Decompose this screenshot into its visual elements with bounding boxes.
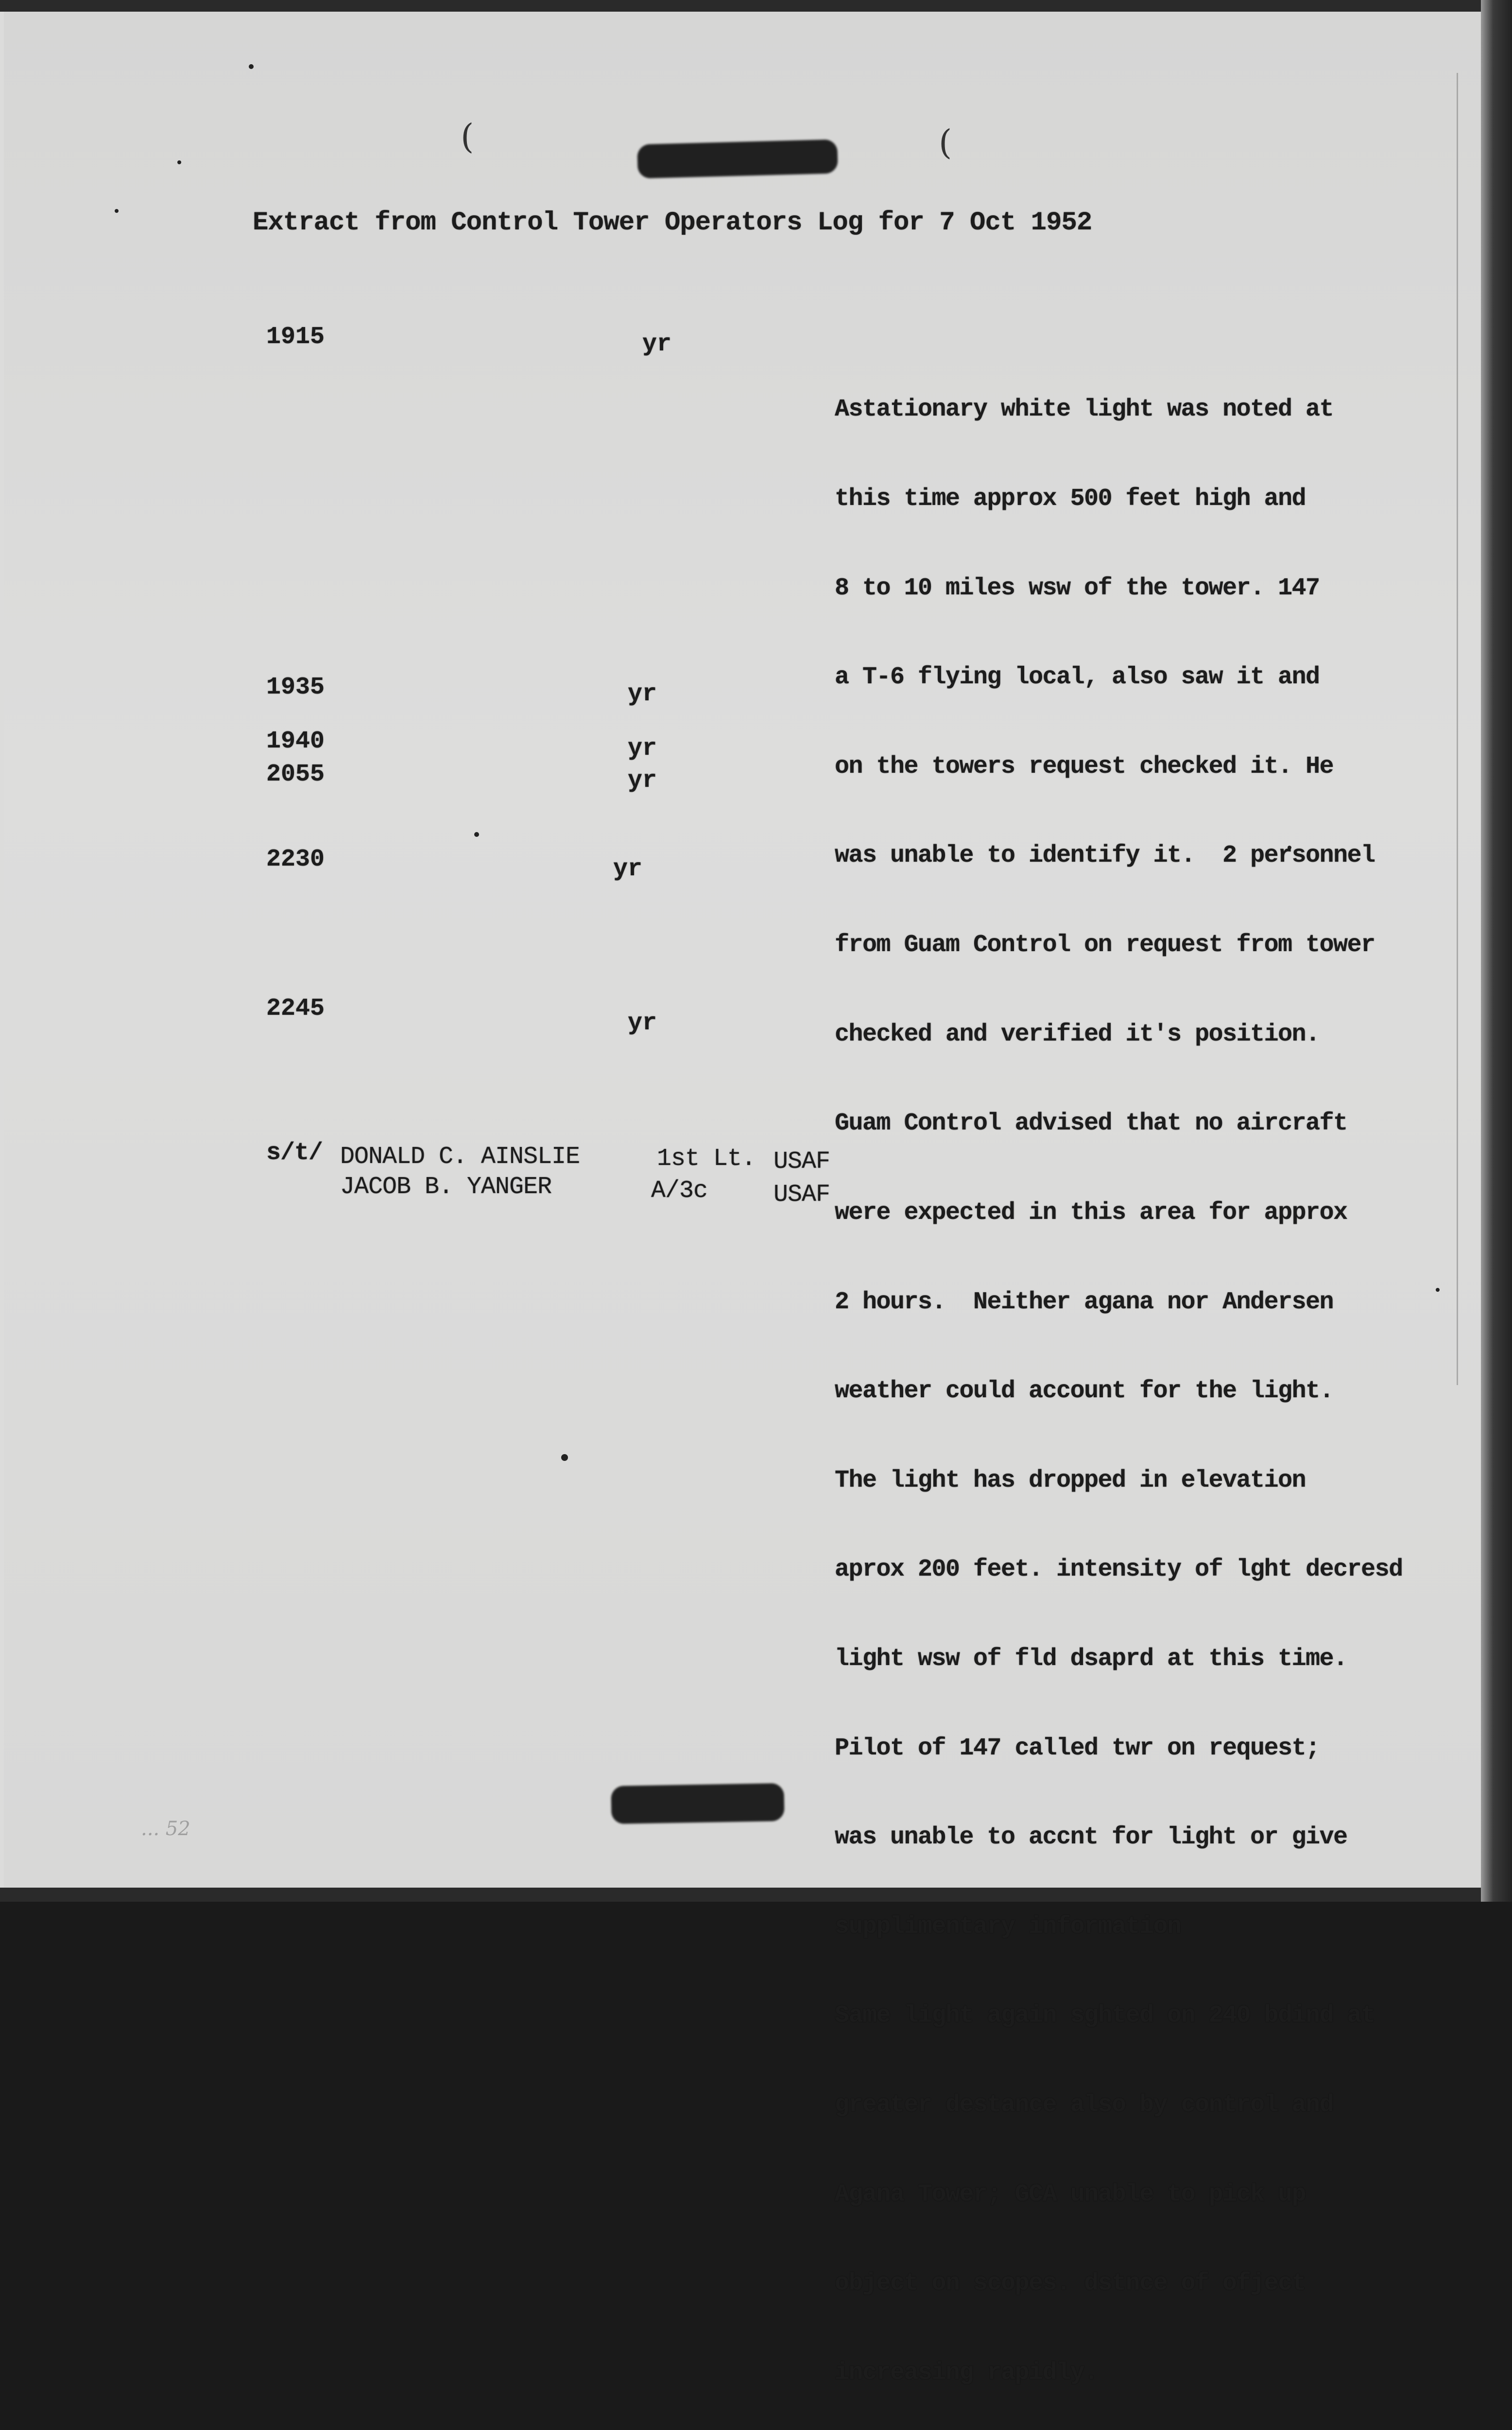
narrative-line: Agana Tower; GCA unable to pick up <box>835 2180 1306 2208</box>
signer-service: USAF <box>773 1181 830 1209</box>
log-time: 2230 <box>266 846 325 873</box>
speck <box>115 209 119 213</box>
log-initials: yr <box>613 855 643 883</box>
log-time: 2055 <box>266 761 325 788</box>
signer-name: DONALD C. AINSLIE <box>340 1143 580 1171</box>
signer-rank: 1st Lt. <box>657 1145 756 1173</box>
log-time: 1935 <box>266 674 325 701</box>
redaction-mark-top <box>637 139 838 179</box>
redaction-mark-bottom <box>611 1783 784 1824</box>
log-initials: yr <box>628 1009 657 1037</box>
narrative-line: a T-6 flying local, also saw it and <box>835 663 1320 692</box>
narrative-line: The light has dropped in elevation <box>835 1466 1306 1494</box>
log-time: 1940 <box>266 728 325 755</box>
document-title: Extract from Control Tower Operators Log for 7 Oct 1952 <box>253 208 1092 238</box>
narrative-line: light wsw of fld dsaprd at this time. <box>835 1645 1347 1673</box>
speck <box>561 1454 568 1461</box>
paren-mark-left: ( <box>461 117 474 156</box>
scan-border-right <box>1481 0 1512 1902</box>
signature-prefix: s/t/ <box>266 1139 323 1167</box>
narrative-line: 2 hours. Neither agana nor Andersen <box>835 1288 1334 1316</box>
signer-service: USAF <box>773 1148 830 1176</box>
narrative-line: aprox 200 feet. intensity of lght decresd <box>835 1556 1403 1584</box>
log-initials: yr <box>642 330 672 358</box>
narrative-line: was unable to accnt for light or give <box>835 1823 1347 1852</box>
narrative-line: weather could account for the light. <box>835 1377 1334 1406</box>
narrative-line: Astationary white light was noted at <box>835 396 1334 424</box>
speck <box>249 64 254 69</box>
paren-mark-right: ( <box>939 122 952 162</box>
narrative-line: on the towers request checked it. He <box>835 752 1334 781</box>
narrative-line: from Guam Control on request from tower <box>835 931 1375 959</box>
log-time: 2245 <box>266 995 325 1023</box>
narrative-line: object on scopes. dstnce of ofject <box>835 2270 1306 2298</box>
narrative-line: Same light again sghted on 240 bdind at <box>835 2002 1375 2030</box>
narrative-line: 8 to 10 miles wsw of the tower. 147 <box>835 574 1320 602</box>
log-narrative <box>835 335 1403 2430</box>
speck <box>177 160 181 164</box>
narrative-line: was unable to identify it. 2 personnel <box>835 842 1375 870</box>
log-time: 1915 <box>266 323 325 351</box>
speck <box>1436 1288 1440 1292</box>
fold-line <box>1457 73 1458 1385</box>
log-initials: yr <box>628 680 657 708</box>
margin-note: ... 52 <box>141 1818 190 1840</box>
log-initials: yr <box>628 767 657 795</box>
narrative-line: supplimentary information <box>835 1912 1181 1941</box>
narrative-line: increasing rapidly. <box>835 2359 1098 2387</box>
narrative-line: this time approx 500 feet high and <box>835 485 1306 513</box>
speck <box>474 832 479 837</box>
scan-border-top <box>0 0 1512 12</box>
narrative-line: checked and verified it's position. <box>835 1020 1320 1048</box>
signer-name: JACOB B. YANGER <box>340 1173 552 1201</box>
narrative-line: greater destance also by control and <box>835 2091 1334 2119</box>
signer-rank: A/3c <box>651 1177 708 1205</box>
narrative-line: Guam Control advised that no aircraft <box>835 1110 1347 1138</box>
log-initials: yr <box>628 735 657 763</box>
narrative-line: were expected in this area for approx <box>835 1198 1347 1227</box>
narrative-line: Pilot of 147 called twr on request; <box>835 1734 1320 1762</box>
